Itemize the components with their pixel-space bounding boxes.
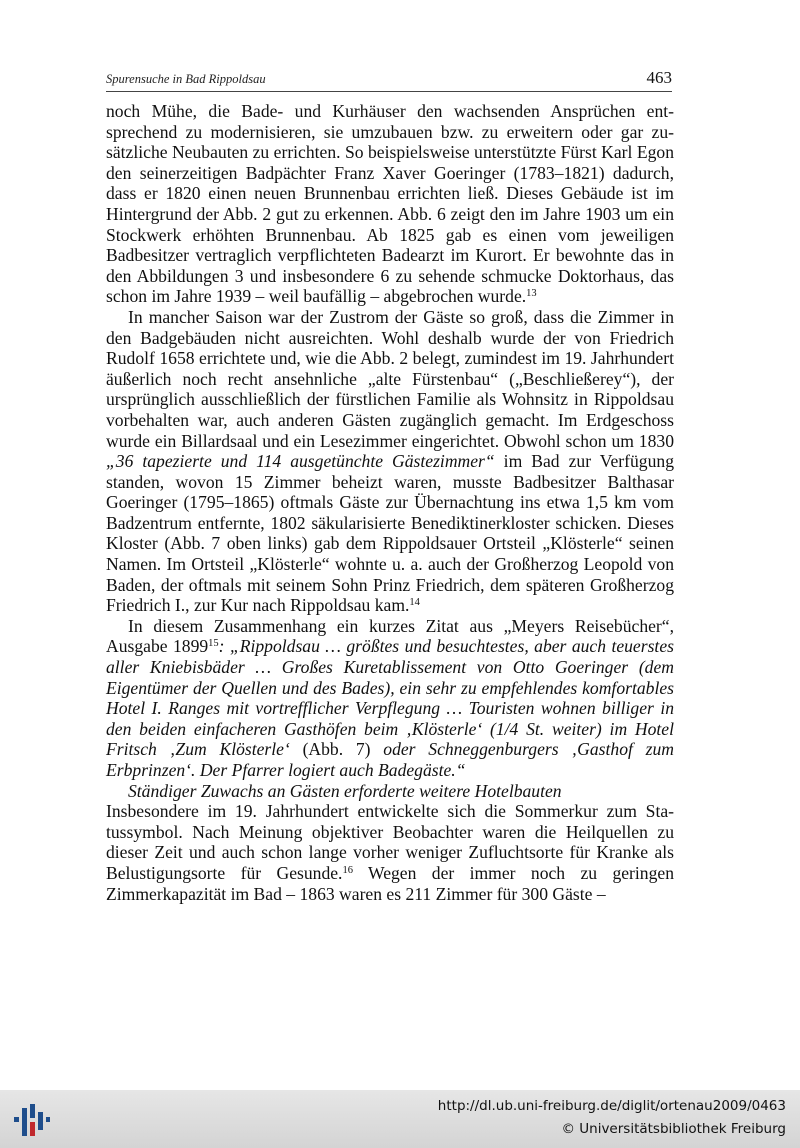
footnote-ref-14[interactable]: 14 — [409, 597, 420, 609]
footer-bar — [0, 1090, 800, 1148]
footer-url-link[interactable]: http://dl.ub.uni-freiburg.de/diglit/ortenau2009/0463 — [437, 1098, 786, 1114]
footnote-ref-15[interactable]: 15 — [208, 638, 219, 650]
paragraph-3-text-mid: (Abb. 7) — [289, 739, 384, 760]
paragraph-2-text-b: im Bad zur Verfügung standen, wovon 15 Zimmer beheizt waren, musste Badbesitzer Balthasar Goeringer (1795–1865) oftmals Gäste zur Übernachtung ins etwa 1,5 km vom Badzentrum entfernte, 1802 säkularisierte Benediktinerkloster schicken. Dieses Kloster (Abb. 7 oben links) gab dem Rippoldsauer Ortsteil „Klösterle“ seinen Namen. Im Ortsteil „Klösterle“ wohnte u. a. auch der Großherzog Leopold von Baden, der oftmals mit seinem Sohn Prinz Friedrich, dem späteren Großherzog Friedrich I., zur Kur nach Rippoldsau kam. — [106, 451, 674, 616]
paragraph-2-quote: „36 tapezierte und 114 ausgetünchte Gästezimmer“ — [106, 451, 495, 472]
paragraph-3-text-a: In diesem Zusammenhang ein kurzes Zitat aus „Meyers Reisebücher“, Ausgabe 1899 — [106, 615, 674, 657]
footnote-ref-13[interactable]: 13 — [526, 288, 537, 300]
paragraph-3-quote-2: oder Schneggenburgers ‚Gasthof zum Erbprinzen‘. Der Pfarrer logiert auch Badegäste.“ — [106, 739, 674, 780]
footer-copyright: © Universitätsbibliothek Freiburg — [561, 1121, 786, 1137]
ub-freiburg-logo-icon[interactable] — [10, 1100, 52, 1140]
paragraph-3-quote-1: : „Rippoldsau … größtes und besuchtestes, aber auch teuerstes aller Kniebisbäder … Großes Kuretablissement von Otto Goeringer (dem Eigentümer der Quellen und des Bades), ein sehr zu empfehlendes komfortables Hotel I. Ranges mit vortrefflicher Verpflegung … Touristen wohnen billiger in den beiden einfacheren Gasthöfen beim ‚Klösterle‘ (1/4 St. weiter) im Hotel Fritsch ‚Zum Klösterle‘ — [106, 636, 674, 760]
paragraph-2 — [106, 307, 674, 616]
body-text — [106, 101, 674, 904]
paragraph-4-text-a: Insbesondere im 19. Jahrhundert entwickelte sich die Sommerkur zum Statussymbol. Nach Meinung objektiver Beobachter waren die Heilquellen zu dieser Zeit und auch schon lange vorher weniger Zufluchtsorte für Kranke als Belustigungsorte für Gesunde. — [106, 801, 674, 883]
paragraph-4-text-b: Wegen der immer noch zu geringen Zimmerkapazität im Bad – 1863 waren es 211 Zimmer für 300 Gäste – — [106, 862, 674, 904]
section-heading: Ständiger Zuwachs an Gästen erforderte weitere Hotelbauten — [128, 780, 562, 801]
running-title: Spurensuche in Bad Rippoldsau — [106, 72, 266, 86]
page-number: 463 — [646, 68, 672, 87]
page-header — [106, 68, 672, 92]
footnote-ref-16[interactable]: 16 — [342, 864, 353, 876]
paragraph-3 — [106, 616, 674, 781]
paragraph-1-text: noch Mühe, die Bade- und Kurhäuser den wachsenden Ansprüchen entsprechend zu modernisieren, sie umzubauen bzw. zu erweitern oder gar zusätzliche Neubauten zu errichten. So beispielsweise unterstützte Fürst Karl Egon den seinerzeitigen Badpächter Franz Xaver Goeringer (1783–1821) dadurch, dass er 1820 einen neuen Brunnenbau errichten ließ. Dieses Gebäude ist im Hintergrund der Abb. 2 gut zu erkennen. Abb. 6 zeigt den im Jahre 1903 um ein Stockwerk erhöhten Brunnenbau. Ab 1825 gab es einen vom jeweiligen Badbesitzer vertraglich verpflichteten Badearzt im Kurort. Er bewohnte das in den Abbildungen 3 und insbesondere 6 zu sehende schmucke Doktorhaus, das schon im Jahre 1939 – weil baufällig – abgebrochen wurde. — [106, 101, 674, 307]
paragraph-2-text-a: In mancher Saison war der Zustrom der Gäste so groß, dass die Zimmer in den Badgebäuden nicht ausreichten. Wohl deshalb wurde der von Friedrich Rudolf 1658 errichtete und, wie die Abb. 2 belegt, zumindest im 19. Jahrhundert äußerlich noch recht ansehnliche „alte Fürstenbau“ („Beschließerey“), der ursprünglich ausschließlich der fürstlichen Familie als Wohnsitz in Rippoldsau vorbehalten war, auch anderen Gästen zugänglich gemacht. Im Erdgeschoss wurde ein Billardsaal und ein Lesezimmer eingerichtet. Obwohl schon um 1830 — [106, 306, 674, 451]
header-rule — [106, 91, 672, 92]
paragraph-4 — [106, 801, 674, 904]
paragraph-1 — [106, 101, 674, 307]
